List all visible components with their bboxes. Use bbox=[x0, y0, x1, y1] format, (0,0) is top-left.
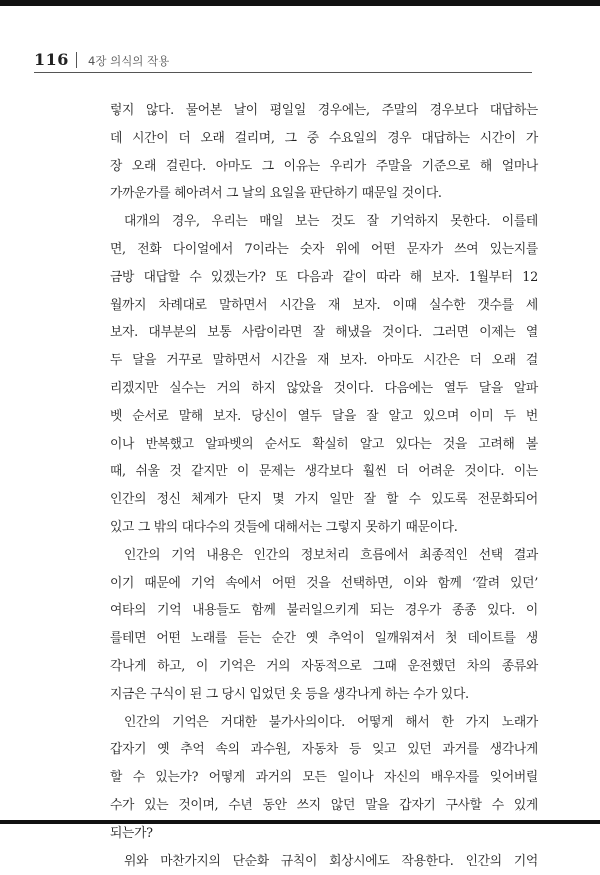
text-line: 벳 순서로 말해 보자. 당신이 열두 달을 잘 알고 있으며 이미 두 번 bbox=[110, 408, 538, 424]
text-line: 보자. 대부분의 보통 사람이라면 잘 해냈을 것이다. 그러면 이제는 열 bbox=[110, 325, 538, 341]
text-line: 금방 대답할 수 있겠는가? 또 다음과 같이 따라 해 보자. 1월부터 12 bbox=[110, 269, 538, 285]
text-line: 월까지 차례대로 말하면서 시간을 재 보자. 이때 실수한 갯수를 세 bbox=[110, 297, 538, 313]
text-line: 면, 전화 다이얼에서 7이라는 숫자 위에 어떤 문자가 쓰여 있는지를 bbox=[110, 241, 538, 257]
text-line: 수가 있는 것이며, 수년 동안 쓰지 않던 말을 갑자기 구사할 수 있게 bbox=[110, 797, 538, 813]
paragraph bbox=[110, 709, 538, 848]
text-line: 지금은 구식이 된 그 당시 입었던 옷 등을 생각나게 하는 수가 있다. bbox=[110, 686, 469, 702]
paragraph bbox=[110, 848, 538, 875]
text-line: 할 수 있는가? 어떻게 과거의 모든 일이나 자신의 배우자를 잊어버릴 bbox=[110, 770, 538, 786]
chapter-title: 4장 의식의 작용 bbox=[88, 54, 170, 68]
header-divider bbox=[76, 52, 77, 68]
text-line: 있고 그 밖의 대다수의 것들에 대해서는 그렇지 못하기 때문이다. bbox=[110, 519, 458, 535]
paragraph bbox=[110, 208, 538, 542]
running-header bbox=[34, 48, 532, 73]
text-line: 두 달을 거꾸로 말하면서 시간을 재 보자. 아마도 시간은 더 오래 걸 bbox=[110, 353, 538, 369]
text-line: 인간의 기억은 거대한 불가사의이다. 어떻게 해서 한 가지 노래가 bbox=[124, 714, 538, 730]
text-line: 데 시간이 더 오래 걸리며, 그 중 수요일의 경우 대답하는 시간이 가 bbox=[110, 130, 538, 146]
text-line: 가까운가를 헤아려서 그 날의 요일을 판단하기 때문일 것이다. bbox=[110, 186, 442, 202]
text-line: 이나 반복했고 알파벳의 순서도 확실히 알고 있다는 것을 고려해 볼 bbox=[110, 436, 538, 452]
paragraph bbox=[110, 542, 538, 709]
bottom-border bbox=[0, 820, 600, 824]
text-line: 각나게 하고, 이 기억은 거의 자동적으로 그때 운전했던 차의 종류와 bbox=[110, 658, 538, 674]
text-line: 갑자기 옛 추억 속의 과수원, 자동차 등 잊고 있던 과거를 생각나게 bbox=[110, 742, 538, 758]
text-line: 인간의 정신 체계가 단지 몇 가지 일만 잘 할 수 있도록 전문화되어 bbox=[110, 492, 538, 508]
text-line: 이기 때문에 기억 속에서 어떤 것을 선택하면, 이와 함께 ‘깔려 있던’ bbox=[110, 575, 538, 591]
page-number: 116 bbox=[34, 50, 69, 69]
paragraph bbox=[110, 97, 538, 208]
text-line: 때, 쉬울 것 같지만 이 문제는 생각보다 훨씬 더 어려운 것이다. 이는 bbox=[110, 464, 538, 480]
body-text bbox=[110, 97, 538, 875]
text-line: 대개의 경우, 우리는 매일 보는 것도 잘 기억하지 못한다. 이를테 bbox=[124, 214, 538, 230]
text-line: 장 오래 걸린다. 아마도 그 이유는 우리가 주말을 기준으로 해 얼마나 bbox=[110, 158, 538, 174]
text-line: 렇지 않다. 물어본 날이 평일일 경우에는, 주말의 경우보다 대답하는 bbox=[110, 103, 538, 118]
text-line: 여타의 기억 내용들도 함께 불러일으키게 되는 경우가 종종 있다. 이 bbox=[110, 603, 538, 619]
top-border bbox=[0, 0, 600, 6]
text-line: 인간의 기억 내용은 인간의 정보처리 흐름에서 최종적인 선택 결과 bbox=[124, 547, 538, 563]
text-line: 를테면 어떤 노래를 듣는 순간 옛 추억이 일깨워져서 첫 데이트를 생 bbox=[110, 631, 538, 647]
text-line: 위와 마찬가지의 단순화 규칙이 회상시에도 작용한다. 인간의 기억 bbox=[124, 853, 538, 869]
text-line: 리겠지만 실수는 거의 하지 않았을 것이다. 다음에는 열두 달을 알파 bbox=[110, 380, 538, 396]
text-line: 되는가? bbox=[110, 825, 153, 841]
